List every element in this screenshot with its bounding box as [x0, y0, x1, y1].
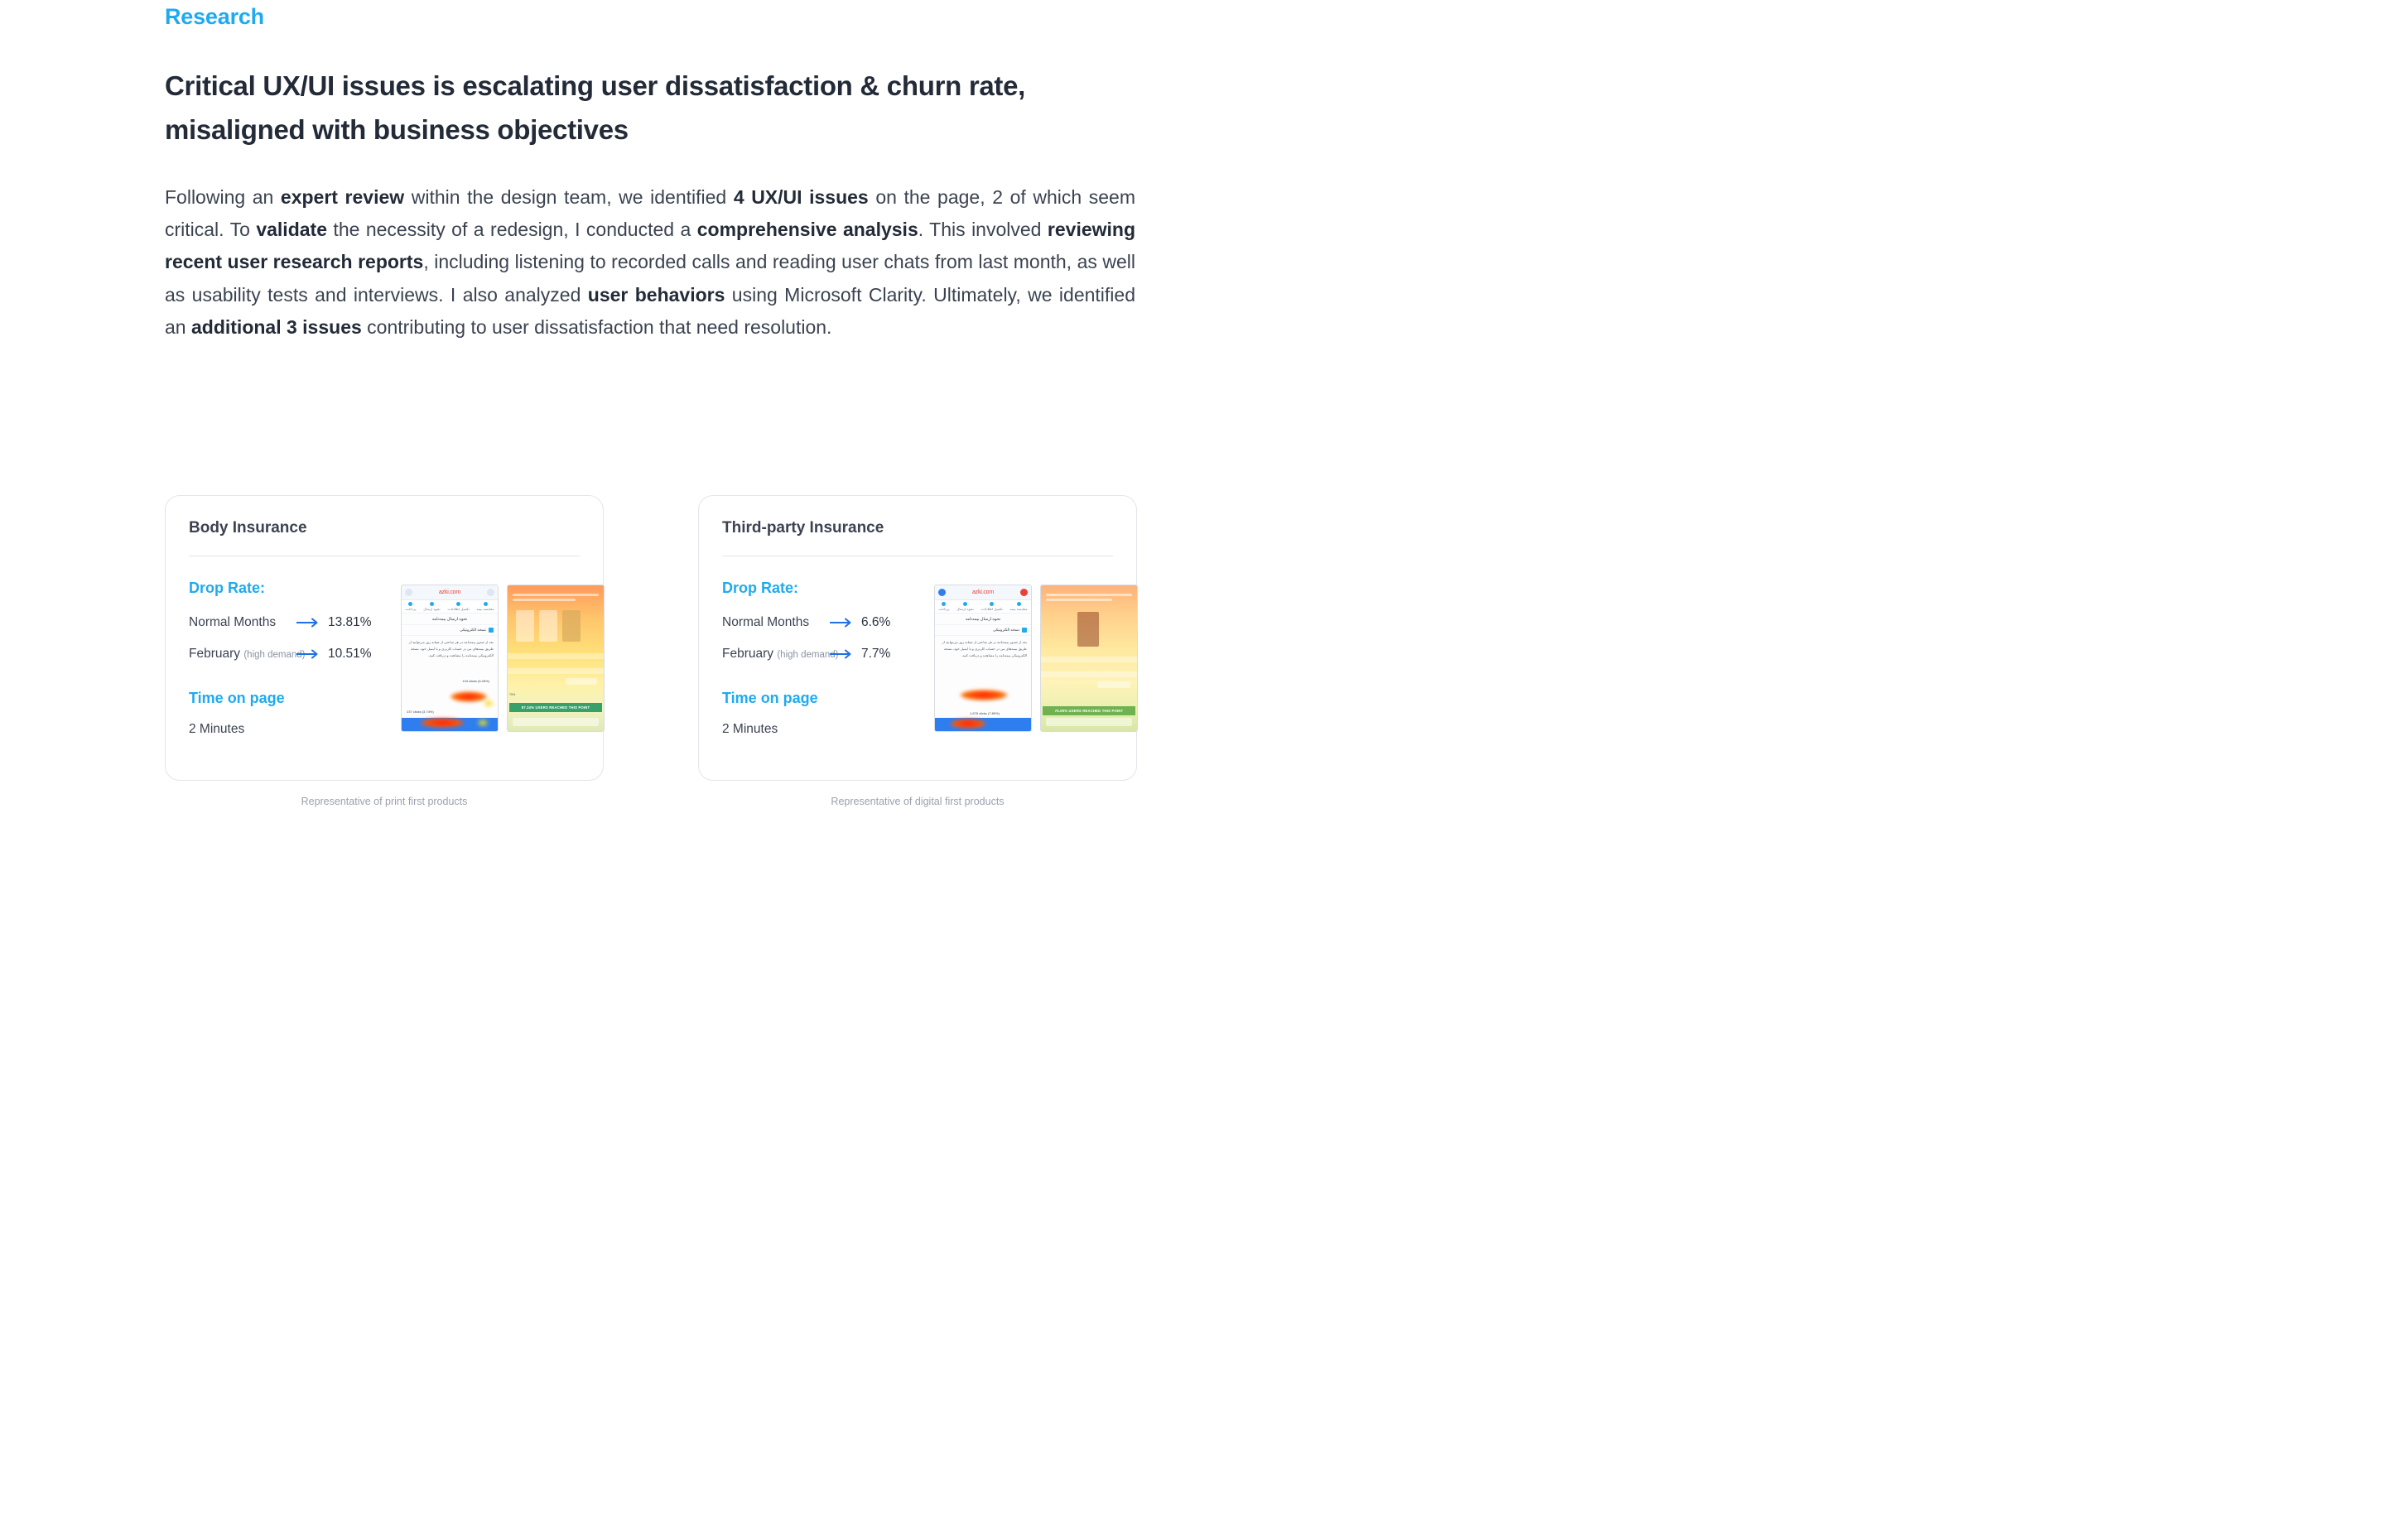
- heatmap-thumbnails: [934, 580, 1138, 737]
- metric-row: [189, 615, 393, 630]
- heat-blob: [960, 690, 1008, 700]
- heatmap-thumbnails: [401, 580, 605, 737]
- card-caption: Representative of digital first products: [831, 796, 1005, 807]
- check-icon: [489, 628, 494, 633]
- step-item: نحوه ارسال: [423, 602, 440, 611]
- heat-blob: [420, 718, 465, 728]
- time-on-page-value: 2 Minutes: [189, 722, 245, 736]
- check-icon: [1022, 628, 1027, 633]
- page-title: Critical UX/UI issues is escalating user dissatisfaction & churn rate, misaligned with business objectives: [165, 70, 1026, 145]
- stepper: [935, 600, 1031, 614]
- step-item: مقایسه بیمه: [477, 602, 494, 611]
- card-title: Third-party Insurance: [722, 519, 884, 537]
- metric-value: 10.51%: [328, 647, 372, 661]
- step-item: پرداخت: [938, 602, 949, 611]
- click-heatmap-thumbnail[interactable]: [401, 585, 499, 732]
- menu-icon: [1020, 589, 1028, 596]
- scroll-gradient: [1041, 585, 1137, 731]
- reach-bar: 87.34% USERS REACHED THIS POINT: [509, 703, 602, 712]
- mock-section-title: نحوه ارسال بیمه‌نامه: [935, 614, 1031, 625]
- metric-name: Normal Months: [189, 615, 277, 629]
- click-heatmap-thumbnail[interactable]: [934, 585, 1032, 732]
- azki-logo: azki.com: [438, 590, 461, 595]
- slide-page: [0, 0, 1280, 827]
- search-icon: [405, 589, 412, 596]
- card-wrap-third-party-insurance: [698, 495, 1137, 807]
- metrics-group: [722, 580, 926, 737]
- mock-option-row: نسخه الکترونیکی: [935, 625, 1031, 636]
- mock-paragraph: بعد از صدور بیمه‌نامه در هر ساعتی از شبانه روز می‌توانید از طریق بیمه‌های من در حساب کاربری و یا ایمیل خود، نسخه الکترونیکی بیمه‌نامه را مشاهده و دریافت کنید.: [408, 640, 494, 657]
- metric-value: 7.7%: [861, 647, 891, 661]
- scroll-gradient: [508, 585, 604, 731]
- metric-row: [189, 647, 393, 662]
- mock-app-header: [935, 585, 1031, 600]
- metric-row: [722, 647, 926, 662]
- metrics-group: [189, 580, 393, 737]
- card-caption: Representative of print first products: [301, 796, 468, 807]
- metric-row: [722, 615, 926, 630]
- step-item: تکمیل اطلاعات: [448, 602, 470, 611]
- metric-name: Normal Months: [722, 615, 810, 629]
- card-third-party-insurance: [698, 495, 1137, 781]
- card-row: [0, 495, 1280, 807]
- menu-icon: [487, 589, 494, 596]
- scroll-heatmap-thumbnail[interactable]: [507, 585, 605, 732]
- drop-rate-label: Drop Rate:: [722, 580, 799, 596]
- heat-blob: [483, 699, 494, 708]
- text-content: [0, 0, 1280, 344]
- arrow-right-icon: [830, 649, 861, 659]
- arrow-right-icon: [296, 618, 328, 628]
- section-eyebrow: Research: [165, 4, 264, 29]
- mock-option-row: نسخه الکترونیکی: [402, 625, 498, 636]
- mock-app-header: [402, 585, 498, 600]
- step-item: مقایسه بیمه: [1010, 602, 1028, 611]
- time-on-page-value: 2 Minutes: [722, 722, 778, 736]
- metric-note: (high demand): [243, 650, 306, 660]
- metric-value: 6.6%: [861, 615, 891, 629]
- click-count-badge: 237 clicks (3.74%): [407, 710, 434, 714]
- mock-section-title: نحوه ارسال بیمه‌نامه: [402, 614, 498, 625]
- heat-blob: [950, 719, 986, 729]
- step-item: نحوه ارسال: [956, 602, 973, 611]
- body-paragraph: Following an expert review within the design team, we identified 4 UX/UI issues on the page, 2 of which seem critical. To validate the necessity of a redesign, I conducted a comprehensive analysis. This involved reviewing recent user research reports, including listening to recorded calls and reading user chats from last month, as well as usability tests and interviews. I also analyzed user behaviors using Microsoft Clarity. Ultimately, we identified an additional 3 issues contributing to user dissatisfaction that need resolution.: [165, 185, 1136, 338]
- scroll-heatmap-thumbnail[interactable]: [1040, 585, 1138, 732]
- mock-paragraph: بعد از صدور بیمه‌نامه در هر ساعتی از شبانه روز می‌توانید از طریق بیمه‌های من در حساب کاربری و یا ایمیل خود، نسخه الکترونیکی بیمه‌نامه را مشاهده و دریافت کنید.: [942, 640, 1027, 657]
- reach-bar: 76.09% USERS REACHED THIS POINT: [1043, 706, 1135, 715]
- time-on-page-label: Time on page: [189, 690, 285, 706]
- heat-blob: [450, 691, 488, 702]
- back-icon: [938, 589, 946, 596]
- heat-blob: [476, 718, 489, 728]
- time-on-page-label: Time on page: [722, 690, 818, 706]
- drop-rate-label: Drop Rate:: [189, 580, 266, 596]
- card-title: Body Insurance: [189, 519, 307, 537]
- metric-name: February: [189, 647, 241, 661]
- card-wrap-body-insurance: [165, 495, 604, 807]
- step-item: پرداخت: [405, 602, 416, 611]
- step-item: تکمیل اطلاعات: [981, 602, 1003, 611]
- scroll-pct-tick: 75%: [509, 693, 516, 696]
- click-count-badge: 134 clicks (5.28%): [462, 679, 489, 683]
- card-body-insurance: [165, 495, 604, 781]
- metric-name: February: [722, 647, 774, 661]
- arrow-right-icon: [830, 618, 861, 628]
- click-count-badge: 1,678 clicks (7.89%): [970, 711, 1000, 715]
- arrow-right-icon: [296, 649, 328, 659]
- azki-logo: azki.com: [971, 590, 995, 595]
- stepper: [402, 600, 498, 614]
- metric-value: 13.81%: [328, 615, 372, 629]
- metric-note: (high demand): [777, 650, 839, 660]
